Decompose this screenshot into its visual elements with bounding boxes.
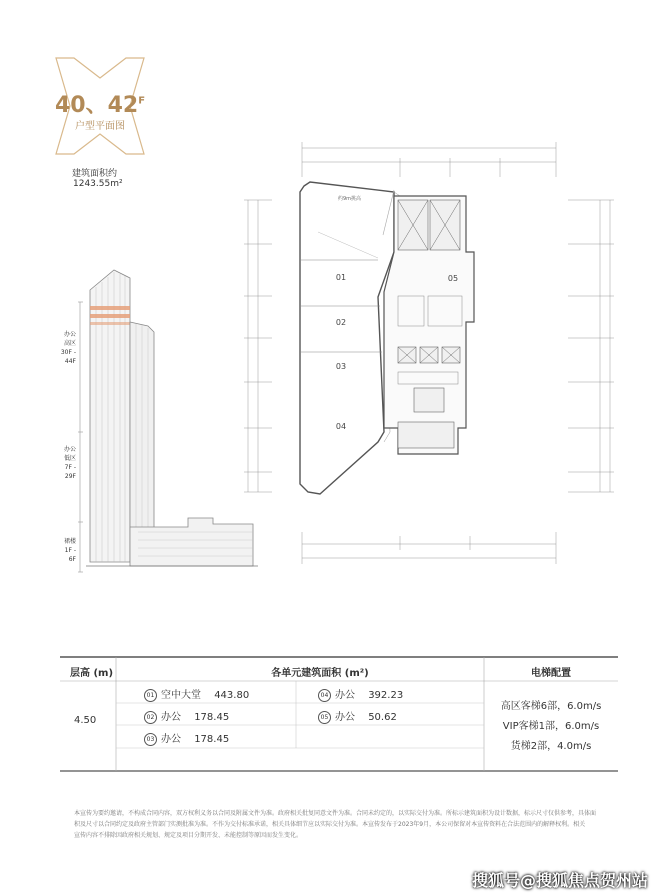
unit-number-icon: 04 <box>318 689 331 702</box>
unit-row <box>144 708 229 724</box>
area-value: 1243.55m² <box>73 179 123 189</box>
unit-row <box>144 730 229 746</box>
zone-line: 低区 <box>63 455 76 462</box>
unit-label: 02 <box>335 318 347 327</box>
zone-line: 办公 <box>63 446 76 453</box>
disclaimer-line: 本宣传为要约邀请，不构成合同内容，双方权利义务以合同及附属文件为准。政府相关批复同意文件为准。合同未约定的，以实际交付为准。所标示建筑面积为设计数据，标示尺寸仅供参考，具体面 <box>74 810 597 817</box>
floor-number <box>52 88 148 119</box>
header-height: 层高 (m) <box>70 668 114 679</box>
unit-area: 392.23 <box>368 690 404 701</box>
unit-row <box>144 686 249 702</box>
plan-note: 约9m挑高 <box>338 196 362 202</box>
height-value: 4.50 <box>74 715 97 726</box>
floor-plan <box>238 132 618 568</box>
zone-line: 1F - 6F <box>64 547 76 563</box>
unit-label: 01 <box>335 273 347 282</box>
area-label: 建筑面积约 <box>72 169 118 179</box>
disclaimer-line: 宣传内容不排除因政府相关规划、规定及项目分期开发、未能控制等原因而发生变化。 <box>74 832 303 839</box>
unit-label: 03 <box>335 362 347 371</box>
header-area: 各单元建筑面积 (m²) <box>271 668 369 679</box>
unit-row <box>318 686 403 702</box>
disclaimer <box>74 808 619 841</box>
unit-number-icon: 01 <box>144 689 157 702</box>
floor-number-text: 40、42 <box>54 93 139 118</box>
unit-area: 443.80 <box>214 690 250 701</box>
zone-line: 高区 <box>63 340 76 347</box>
unit-label: 05 <box>447 274 459 283</box>
unit-area: 50.62 <box>368 712 397 723</box>
unit-name: 空中大堂 <box>161 690 201 701</box>
unit-name: 办公 <box>161 734 181 745</box>
zone-line: 30F - 44F <box>60 349 76 365</box>
unit-area: 178.45 <box>194 734 230 745</box>
zone-high-label <box>56 330 76 366</box>
zone-podium-label <box>56 537 76 564</box>
zone-line: 办公 <box>63 331 76 338</box>
zone-low-label <box>56 445 76 481</box>
zone-line: 裙楼 <box>63 538 76 545</box>
unit-name: 办公 <box>161 712 181 723</box>
unit-name: 办公 <box>335 690 355 701</box>
disclaimer-line: 积及尺寸以合同约定及政府主管部门实测批准为准。不作为交付标准承诺，相关具体细节应以实际交付为准。本宣传发布于2023年9月，本公司保留对本宣传资料在合法范围内的解释权利。相关 <box>74 821 586 828</box>
plan-subtitle: 户型平面图 <box>75 121 125 132</box>
unit-number-icon: 02 <box>144 711 157 724</box>
unit-row <box>318 708 397 724</box>
elevator-line: VIP客梯1部，6.0m/s <box>502 721 600 732</box>
elevator-line: 货梯2部，4.0m/s <box>510 741 592 752</box>
unit-area: 178.45 <box>194 712 230 723</box>
zone-line: 7F - 29F <box>64 464 76 480</box>
watermark: 搜狐号@搜狐焦点贺州站 <box>472 871 649 890</box>
unit-number-icon: 05 <box>318 711 331 724</box>
unit-number-icon: 03 <box>144 733 157 746</box>
floor-suffix: F <box>138 95 146 107</box>
unit-label: 04 <box>335 422 347 431</box>
elevator-line: 高区客梯6部，6.0m/s <box>500 701 602 712</box>
header-elevator: 电梯配置 <box>531 668 571 679</box>
unit-name: 办公 <box>335 712 355 723</box>
